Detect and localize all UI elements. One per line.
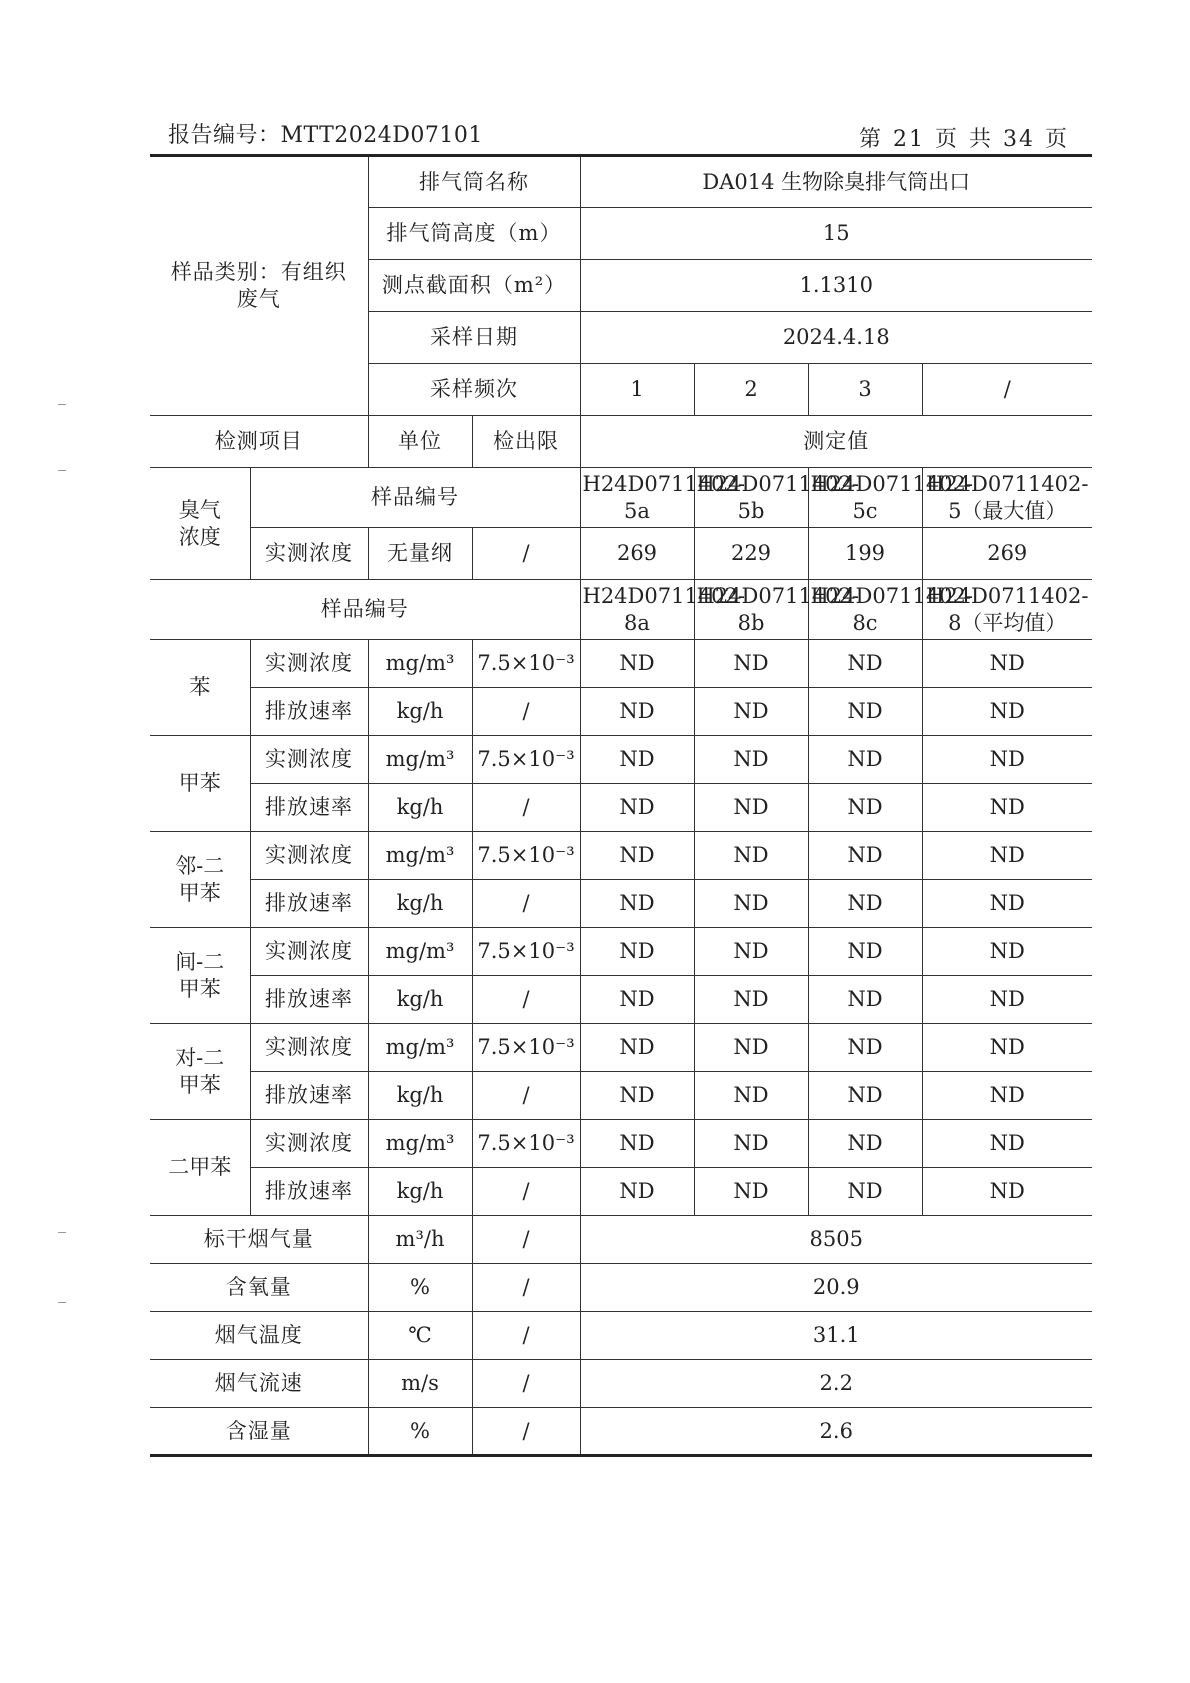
voc-sample-id: H24D0711402-8（平均值）: [922, 580, 1092, 640]
scan-mark: [58, 1302, 66, 1303]
rate-value: ND: [922, 784, 1092, 832]
conc-value: ND: [580, 832, 694, 880]
pollutant-conc-row: [150, 928, 1092, 976]
scan-mark: [58, 1232, 66, 1233]
col-limit: 检出限: [472, 416, 580, 468]
rate-value: ND: [580, 784, 694, 832]
rate-label: 排放速率: [250, 880, 368, 928]
conc-limit: 7.5×10⁻³: [472, 832, 580, 880]
param-name: 含湿量: [150, 1408, 368, 1456]
pollutant-rate-row: [150, 976, 1092, 1024]
conc-value: ND: [922, 640, 1092, 688]
pollutant-conc-row: [150, 1024, 1092, 1072]
conc-value: ND: [922, 928, 1092, 976]
param-row: [150, 1360, 1092, 1408]
rate-limit: /: [472, 880, 580, 928]
stack-name-label: 排气筒名称: [368, 156, 580, 208]
conc-label: 实测浓度: [250, 1120, 368, 1168]
conc-value: ND: [808, 1120, 922, 1168]
odor-measure-label: 实测浓度: [250, 528, 368, 580]
rate-unit: kg/h: [368, 880, 472, 928]
page-total: 34: [1002, 127, 1035, 152]
rate-limit: /: [472, 976, 580, 1024]
odor-limit: /: [472, 528, 580, 580]
col-item: 检测项目: [150, 416, 368, 468]
conc-value: ND: [922, 736, 1092, 784]
rate-value: ND: [808, 1168, 922, 1216]
sampling-date-value: 2024.4.18: [580, 312, 1092, 364]
column-header-row: [150, 416, 1092, 468]
conc-value: ND: [808, 640, 922, 688]
pollutant-conc-row: [150, 1120, 1092, 1168]
param-row: [150, 1216, 1092, 1264]
rate-value: ND: [808, 880, 922, 928]
param-name: 烟气流速: [150, 1360, 368, 1408]
conc-limit: 7.5×10⁻³: [472, 736, 580, 784]
param-limit: /: [472, 1216, 580, 1264]
stack-name-row: [150, 156, 1092, 208]
rate-value: ND: [922, 976, 1092, 1024]
pollutant-rate-row: [150, 880, 1092, 928]
odor-sample-id: H24D0711402-5b: [694, 468, 808, 528]
conc-value: ND: [694, 928, 808, 976]
param-unit: %: [368, 1408, 472, 1456]
pollutant-rate-row: [150, 1072, 1092, 1120]
stack-height-value: 15: [580, 208, 1092, 260]
rate-limit: /: [472, 784, 580, 832]
conc-value: ND: [694, 1120, 808, 1168]
param-unit: %: [368, 1264, 472, 1312]
rate-value: ND: [808, 688, 922, 736]
conc-value: ND: [922, 1024, 1092, 1072]
odor-sample-label: 样品编号: [250, 468, 580, 528]
col-measured: 测定值: [580, 416, 1092, 468]
page-header: [168, 118, 1080, 152]
voc-sample-label: 样品编号: [150, 580, 580, 640]
conc-value: ND: [580, 1024, 694, 1072]
voc-sample-row: [150, 580, 1092, 640]
conc-unit: mg/m³: [368, 1024, 472, 1072]
pollutant-conc-row: [150, 736, 1092, 784]
odor-sample-id: H24D0711402-5c: [808, 468, 922, 528]
odor-value: 199: [808, 528, 922, 580]
rate-label: 排放速率: [250, 976, 368, 1024]
stack-name-value: DA014 生物除臭排气筒出口: [580, 156, 1092, 208]
param-row: [150, 1312, 1092, 1360]
pollutant-conc-row: [150, 640, 1092, 688]
conc-value: ND: [694, 640, 808, 688]
frequency-cell: /: [922, 364, 1092, 416]
param-value: 2.2: [580, 1360, 1092, 1408]
page-current: 21: [892, 127, 925, 152]
rate-value: ND: [808, 1072, 922, 1120]
rate-limit: /: [472, 688, 580, 736]
rate-limit: /: [472, 1168, 580, 1216]
rate-unit: kg/h: [368, 784, 472, 832]
odor-value: 229: [694, 528, 808, 580]
odor-name: 臭气浓度: [150, 468, 250, 580]
conc-value: ND: [580, 640, 694, 688]
conc-label: 实测浓度: [250, 832, 368, 880]
pollutant-name: 甲苯: [150, 736, 250, 832]
odor-value: 269: [922, 528, 1092, 580]
pollutant-rate-row: [150, 688, 1092, 736]
rate-value: ND: [808, 784, 922, 832]
conc-value: ND: [694, 1024, 808, 1072]
conc-value: ND: [580, 736, 694, 784]
rate-value: ND: [694, 1168, 808, 1216]
pollutant-name: 苯: [150, 640, 250, 736]
rate-value: ND: [694, 880, 808, 928]
conc-value: ND: [808, 736, 922, 784]
rate-value: ND: [580, 688, 694, 736]
section-area-label: 测点截面积（m²）: [368, 260, 580, 312]
param-row: [150, 1408, 1092, 1456]
rate-value: ND: [922, 688, 1092, 736]
pollutant-name: 间-二甲苯: [150, 928, 250, 1024]
rate-limit: /: [472, 1072, 580, 1120]
conc-value: ND: [922, 832, 1092, 880]
conc-label: 实测浓度: [250, 640, 368, 688]
conc-value: ND: [694, 832, 808, 880]
col-unit: 单位: [368, 416, 472, 468]
rate-value: ND: [694, 976, 808, 1024]
param-name: 标干烟气量: [150, 1216, 368, 1264]
frequency-cell: 2: [694, 364, 808, 416]
section-area-value: 1.1310: [580, 260, 1092, 312]
conc-value: ND: [580, 928, 694, 976]
rate-value: ND: [922, 880, 1092, 928]
rate-value: ND: [922, 1072, 1092, 1120]
param-limit: /: [472, 1312, 580, 1360]
stack-height-label: 排气筒高度（m）: [368, 208, 580, 260]
rate-unit: kg/h: [368, 688, 472, 736]
scan-mark: [58, 404, 66, 405]
param-limit: /: [472, 1264, 580, 1312]
odor-sample-row: [150, 468, 1092, 528]
conc-limit: 7.5×10⁻³: [472, 928, 580, 976]
odor-sample-id: H24D0711402-5a: [580, 468, 694, 528]
conc-label: 实测浓度: [250, 736, 368, 784]
odor-unit: 无量纲: [368, 528, 472, 580]
conc-unit: mg/m³: [368, 928, 472, 976]
conc-unit: mg/m³: [368, 1120, 472, 1168]
pollutant-rate-row: [150, 784, 1092, 832]
rate-label: 排放速率: [250, 1072, 368, 1120]
conc-limit: 7.5×10⁻³: [472, 1024, 580, 1072]
rate-value: ND: [694, 1072, 808, 1120]
report-table: [150, 154, 1092, 1457]
conc-label: 实测浓度: [250, 928, 368, 976]
param-limit: /: [472, 1360, 580, 1408]
conc-value: ND: [694, 736, 808, 784]
param-unit: m/s: [368, 1360, 472, 1408]
rate-value: ND: [694, 688, 808, 736]
conc-value: ND: [808, 928, 922, 976]
conc-unit: mg/m³: [368, 640, 472, 688]
voc-sample-id: H24D0711402-8b: [694, 580, 808, 640]
rate-value: ND: [580, 880, 694, 928]
pollutant-name: 邻-二甲苯: [150, 832, 250, 928]
report-number: 报告编号：MTT2024D07101: [168, 123, 483, 148]
sampling-date-label: 采样日期: [368, 312, 580, 364]
frequency-cell: 1: [580, 364, 694, 416]
conc-value: ND: [808, 1024, 922, 1072]
scan-mark: [58, 470, 66, 471]
conc-label: 实测浓度: [250, 1024, 368, 1072]
rate-label: 排放速率: [250, 1168, 368, 1216]
rate-unit: kg/h: [368, 1168, 472, 1216]
frequency-cell: 3: [808, 364, 922, 416]
odor-value: 269: [580, 528, 694, 580]
odor-sample-id: H24D0711402-5（最大值）: [922, 468, 1092, 528]
param-unit: ℃: [368, 1312, 472, 1360]
conc-value: ND: [922, 1120, 1092, 1168]
rate-value: ND: [808, 976, 922, 1024]
rate-unit: kg/h: [368, 1072, 472, 1120]
param-name: 烟气温度: [150, 1312, 368, 1360]
frequency-label: 采样频次: [368, 364, 580, 416]
pollutant-name: 对-二甲苯: [150, 1024, 250, 1120]
param-value: 8505: [580, 1216, 1092, 1264]
conc-limit: 7.5×10⁻³: [472, 1120, 580, 1168]
conc-value: ND: [580, 1120, 694, 1168]
rate-label: 排放速率: [250, 688, 368, 736]
rate-value: ND: [580, 976, 694, 1024]
param-value: 31.1: [580, 1312, 1092, 1360]
pollutant-conc-row: [150, 832, 1092, 880]
conc-value: ND: [808, 832, 922, 880]
conc-unit: mg/m³: [368, 736, 472, 784]
conc-limit: 7.5×10⁻³: [472, 640, 580, 688]
page-indicator: 第 21 页 共 34 页: [858, 127, 1069, 152]
odor-value-row: [150, 528, 1092, 580]
voc-sample-id: H24D0711402-8c: [808, 580, 922, 640]
param-row: [150, 1264, 1092, 1312]
rate-unit: kg/h: [368, 976, 472, 1024]
rate-label: 排放速率: [250, 784, 368, 832]
param-unit: m³/h: [368, 1216, 472, 1264]
rate-value: ND: [694, 784, 808, 832]
sample-category: 样品类别：有组织废气: [150, 156, 368, 416]
param-value: 20.9: [580, 1264, 1092, 1312]
param-limit: /: [472, 1408, 580, 1456]
rate-value: ND: [580, 1072, 694, 1120]
param-value: 2.6: [580, 1408, 1092, 1456]
conc-unit: mg/m³: [368, 832, 472, 880]
param-name: 含氧量: [150, 1264, 368, 1312]
rate-value: ND: [580, 1168, 694, 1216]
rate-value: ND: [922, 1168, 1092, 1216]
pollutant-rate-row: [150, 1168, 1092, 1216]
pollutant-name: 二甲苯: [150, 1120, 250, 1216]
voc-sample-id: H24D0711402-8a: [580, 580, 694, 640]
